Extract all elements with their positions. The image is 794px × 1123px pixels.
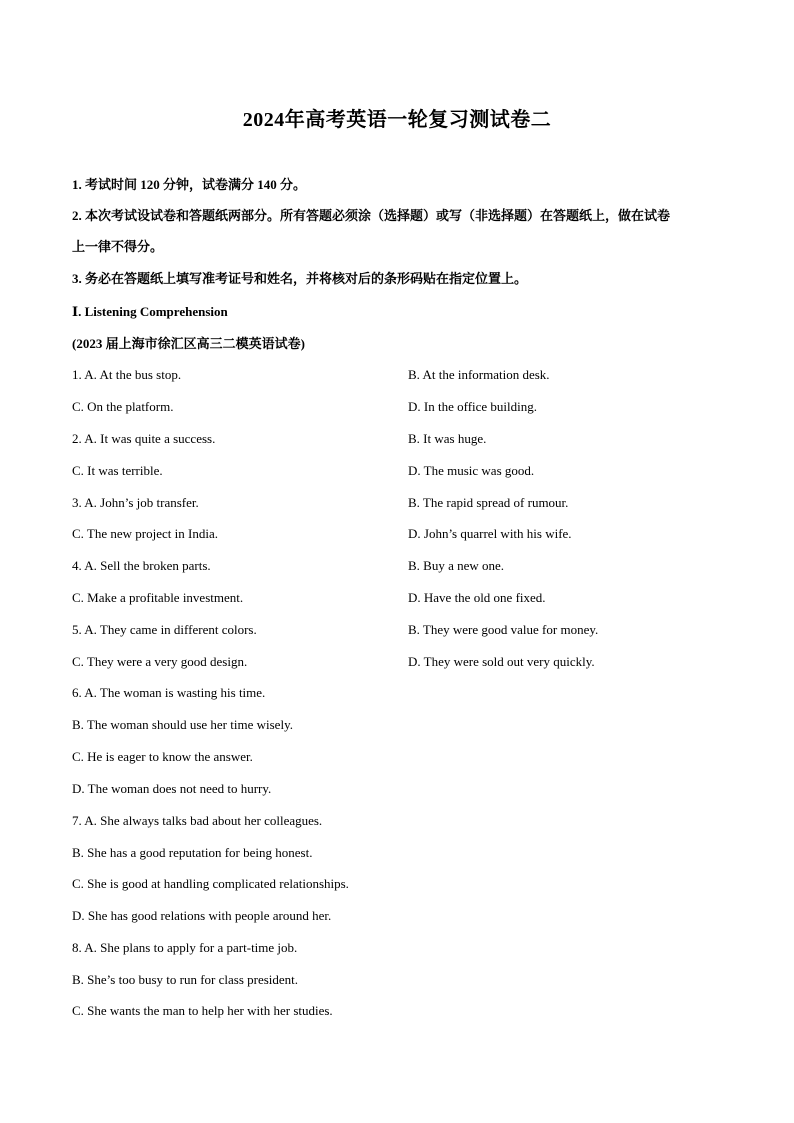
option-right: D. Have the old one fixed. (408, 590, 546, 605)
option-left: C. They were a very good design. (72, 654, 248, 669)
option-left: 1. A. At the bus stop. (72, 367, 182, 382)
section-source: (2023 届上海市徐汇区高三二模英语试卷) (72, 336, 305, 351)
option-right: B. It was huge. (408, 431, 487, 446)
option-right: D. They were sold out very quickly. (408, 654, 595, 669)
option-line: D. She has good relations with people around her. (72, 908, 332, 923)
option-line: 7. A. She always talks bad about her colleagues. (72, 813, 323, 828)
option-line: C. He is eager to know the answer. (72, 749, 253, 764)
option-left: 5. A. They came in different colors. (72, 622, 257, 637)
option-line: C. She is good at handling complicated relationships. (72, 876, 349, 891)
option-left: C. The new project in India. (72, 526, 218, 541)
option-right: B. The rapid spread of rumour. (408, 495, 569, 510)
option-line: 6. A. The woman is wasting his time. (72, 685, 266, 700)
option-line: B. She has a good reputation for being honest. (72, 845, 313, 860)
option-line: B. She’s too busy to run for class president. (72, 972, 299, 987)
option-right: B. They were good value for money. (408, 622, 599, 637)
option-right: B. Buy a new one. (408, 558, 505, 573)
option-right: B. At the information desk. (408, 367, 550, 382)
option-left: C. Make a profitable investment. (72, 590, 244, 605)
option-line: C. She wants the man to help her with her studies. (72, 1003, 333, 1018)
option-right: D. John’s quarrel with his wife. (408, 526, 572, 541)
option-right: D. In the office building. (408, 399, 538, 414)
note-1: 1. 考试时间 120 分钟，试卷满分 140 分。 (72, 177, 307, 192)
option-left: 3. A. John’s job transfer. (72, 495, 199, 510)
option-line: 8. A. She plans to apply for a part-time job. (72, 940, 298, 955)
option-left: 4. A. Sell the broken parts. (72, 558, 211, 573)
document-title: 2024年高考英语一轮复习测试卷二 (242, 109, 552, 131)
option-left: C. It was terrible. (72, 463, 163, 478)
option-line: B. The woman should use her time wisely. (72, 717, 293, 732)
note-3: 3. 务必在答题纸上填写准考证号和姓名，并将核对后的条形码贴在指定位置上。 (72, 271, 528, 286)
option-left: C. On the platform. (72, 399, 174, 414)
note-2: 2. 本次考试设试卷和答题纸两部分。所有答题必须涂（选择题）或写（非选择题）在答题纸上，做在试卷 (72, 208, 671, 223)
option-left: 2. A. It was quite a success. (72, 431, 216, 446)
note-2-continued: 上一律不得分。 (72, 239, 164, 254)
section-heading: Ⅰ. Listening Comprehension (72, 304, 228, 319)
option-right: D. The music was good. (408, 463, 535, 478)
option-line: D. The woman does not need to hurry. (72, 781, 272, 796)
